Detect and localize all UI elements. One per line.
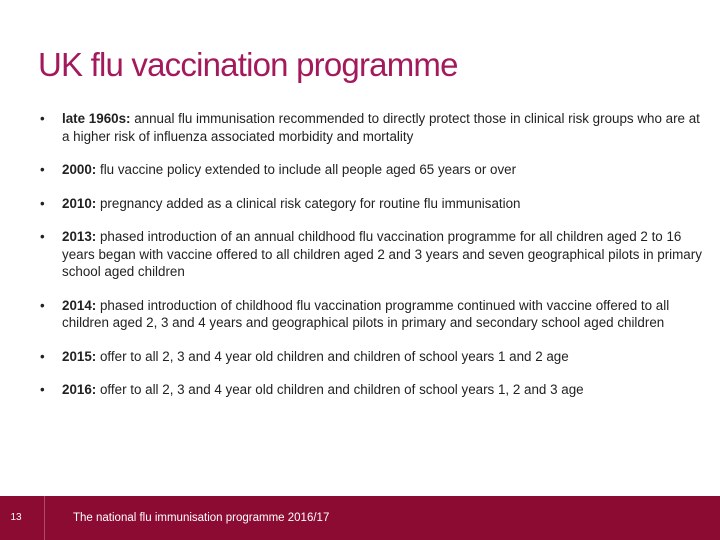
bullet-text: phased introduction of an annual childhood flu vaccination programme for all children aged 2 to 16 years began with vaccine offered to all children aged 2 and 3 years and seven geographical pilots in primary school aged children — [62, 229, 702, 279]
bullet-dot-icon: • — [40, 111, 45, 126]
bullet-item — [40, 228, 710, 281]
bullet-lead: 2010: — [62, 195, 97, 211]
bullet-item — [40, 161, 710, 179]
bullet-item — [40, 348, 710, 366]
bullet-dot-icon: • — [40, 348, 45, 364]
bullet-dot-icon: • — [40, 162, 45, 177]
bullet-dot-icon: • — [40, 297, 45, 313]
bullet-lead: 2016: — [62, 382, 97, 397]
bullet-list — [40, 110, 710, 415]
bullet-item — [40, 381, 710, 399]
bullet-text: phased introduction of childhood flu vaccination programme continued with vaccine offered to all children aged 2, 3 and 4 years and geographical pilots in primary and secondary school aged children — [62, 297, 670, 330]
footer-divider — [44, 496, 45, 540]
bullet-dot-icon: • — [40, 382, 45, 397]
bullet-text: pregnancy added as a clinical risk category for routine flu immunisation — [96, 195, 521, 211]
bullet-lead: 2013: — [62, 229, 97, 244]
bullet-item — [40, 297, 710, 332]
bullet-lead: 2000: — [62, 162, 97, 177]
page-number: 13 — [10, 512, 22, 523]
bullet-lead: 2014: — [62, 297, 97, 313]
bullet-lead: 2015: — [62, 348, 97, 364]
bullet-text: offer to all 2, 3 and 4 year old children and children of school years 1, 2 and 3 age — [96, 382, 584, 397]
bullet-dot-icon: • — [40, 195, 45, 211]
bullet-item — [40, 110, 710, 145]
page-title: UK flu vaccination programme — [38, 46, 458, 83]
bullet-text: flu vaccine policy extended to include all people aged 65 years or over — [96, 162, 517, 177]
bullet-text: offer to all 2, 3 and 4 year old children and children of school years 1 and 2 age — [96, 348, 569, 364]
bullet-lead: late 1960s: — [62, 111, 131, 126]
bullet-item — [40, 195, 710, 213]
footer-bar — [0, 496, 720, 540]
bullet-text: annual flu immunisation recommended to directly protect those in clinical risk groups who are at a higher risk of influenza associated morbidity and mortality — [62, 111, 700, 144]
bullet-dot-icon: • — [40, 229, 45, 244]
footer-text: The national flu immunisation programme 2016/17 — [73, 512, 330, 524]
